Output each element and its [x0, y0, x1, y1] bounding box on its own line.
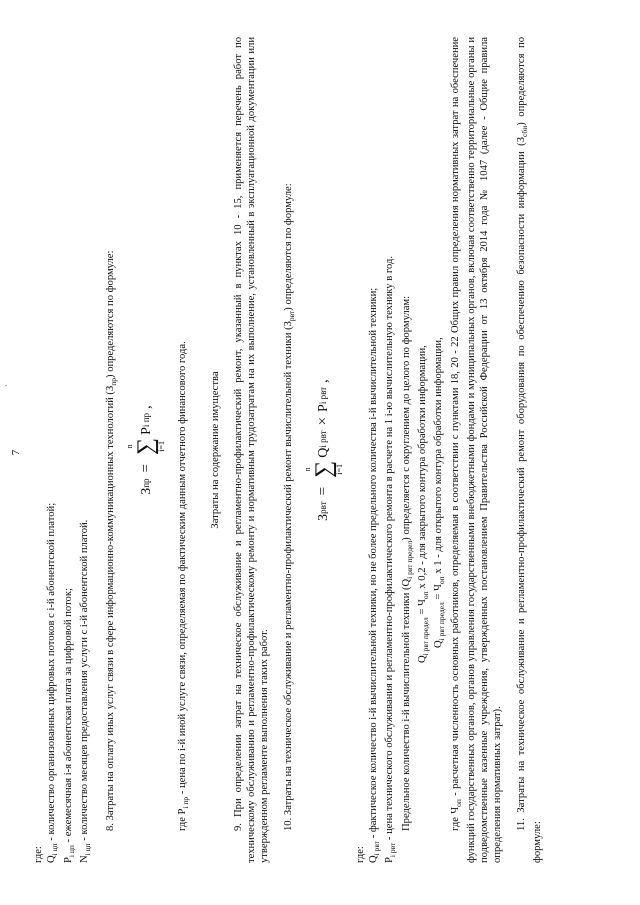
item-8-text: 8. Затраты на оплату иных услуг связи в сфере информационно-коммуникационных технологий $(З_{пр})$ определяются по формуле: [105, 250, 119, 831]
where-label-10: где: [354, 846, 366, 863]
limit-formula-closed: $Q_{i рвт предел} = Ч_{оп}$ x 0,2 - для закрытого контура обработки информации, [417, 345, 431, 663]
limit-formula-open: $Q_{i рвт предел} = Ч_{оп}$ x 1 - для открытого контура обработки информации, [433, 337, 447, 648]
scan-mark: · [2, 384, 11, 387]
formula-z-pr: З пр = n ∑ i=1 P i пр , [125, 405, 167, 495]
definition-p-cp: $P_{i цп}$ - ежемесячная i-я абонентская плата за цифровой поток; [62, 588, 76, 863]
page-number: 7 [10, 449, 22, 456]
definition-n-cp: $N_{i цп}$ - количество месяцев предоставления услуги с i-й абонентской платой. [78, 519, 92, 863]
definition-q-cp: $Q_{i цп}$ - количество организованных цифровых потоков с i-й абонентской платой; [46, 502, 60, 863]
document-body [32, 37, 544, 863]
formula-z-rvt: З рвт = n ∑ i=1 Q i рвт × P i рвт , [302, 379, 344, 521]
sum-sign: n ∑ i=1 [125, 437, 167, 455]
limit-quantity-text: Предельное количество i-й вычислительной техники $(Q_{i рвт предел})$ определяется с округлением до целого по формулам: [400, 295, 414, 831]
item-11-text: 11. Затраты на техническое обслуживание и регламентно-профилактический ремонт оборудования по обеспечению безопасности информации $(З_{сби})$ определяются по формуле: [515, 37, 543, 863]
item-9-text: 9. При определении затрат на техническое обслуживание и регламентно-профилактический ремонт, указанный в пунктах 10 - 15, применяется перечень работ по техническому обслуживанию и регламентно-профилактическому ремонту и нормативным трудозатратам на их выполнение, установленный в эксплуатационной документации или утвержденном регламенте выполнения таких работ. [232, 37, 271, 863]
definition-ch-op: где $Ч_{оп}$ - расчетная численность основных работников, определяемая в соответствии с пунктами 18, 20 - 22 Общих правил определения нормативных затрат на обеспечение функций государственных органов, органов управления государственными внебюджетными фондами и муниципальных органов, включая соответственно территориальные органы и подведомственные казенные учреждения, утвержденных постановлением Правительства Российской Федерации от 13 октября 2014 года № 1047 (далее - Общие правила определения нормативных затрат). [449, 37, 504, 863]
item-10-text: 10. Затраты на техническое обслуживание и регламентно-профилактический ремонт вычислительной техники $(З_{рвт})$ определяются по формуле: [282, 183, 296, 831]
sum-sign: n ∑ i=1 [302, 460, 344, 478]
definition-q-rvt: $Q_{i рвт}$ - фактическое количество i-й вычислительной техники, но не более предельного количества i-й вычислительной техники; [368, 287, 382, 863]
definition-p-pr: где $P_{i пр}$ - цена по i-й иной услуге связи, определяемая по фактическим данным отчетного финансового года. [177, 341, 191, 831]
where-label: где: [33, 846, 44, 863]
section-heading: Затраты на содержание имущества [209, 371, 221, 529]
definition-p-rvt: $P_{i рвт}$ - цена технического обслуживания и регламентно-профилактического ремонта в расчете на 1 i-ю вычислительную технику в год. [384, 255, 398, 863]
